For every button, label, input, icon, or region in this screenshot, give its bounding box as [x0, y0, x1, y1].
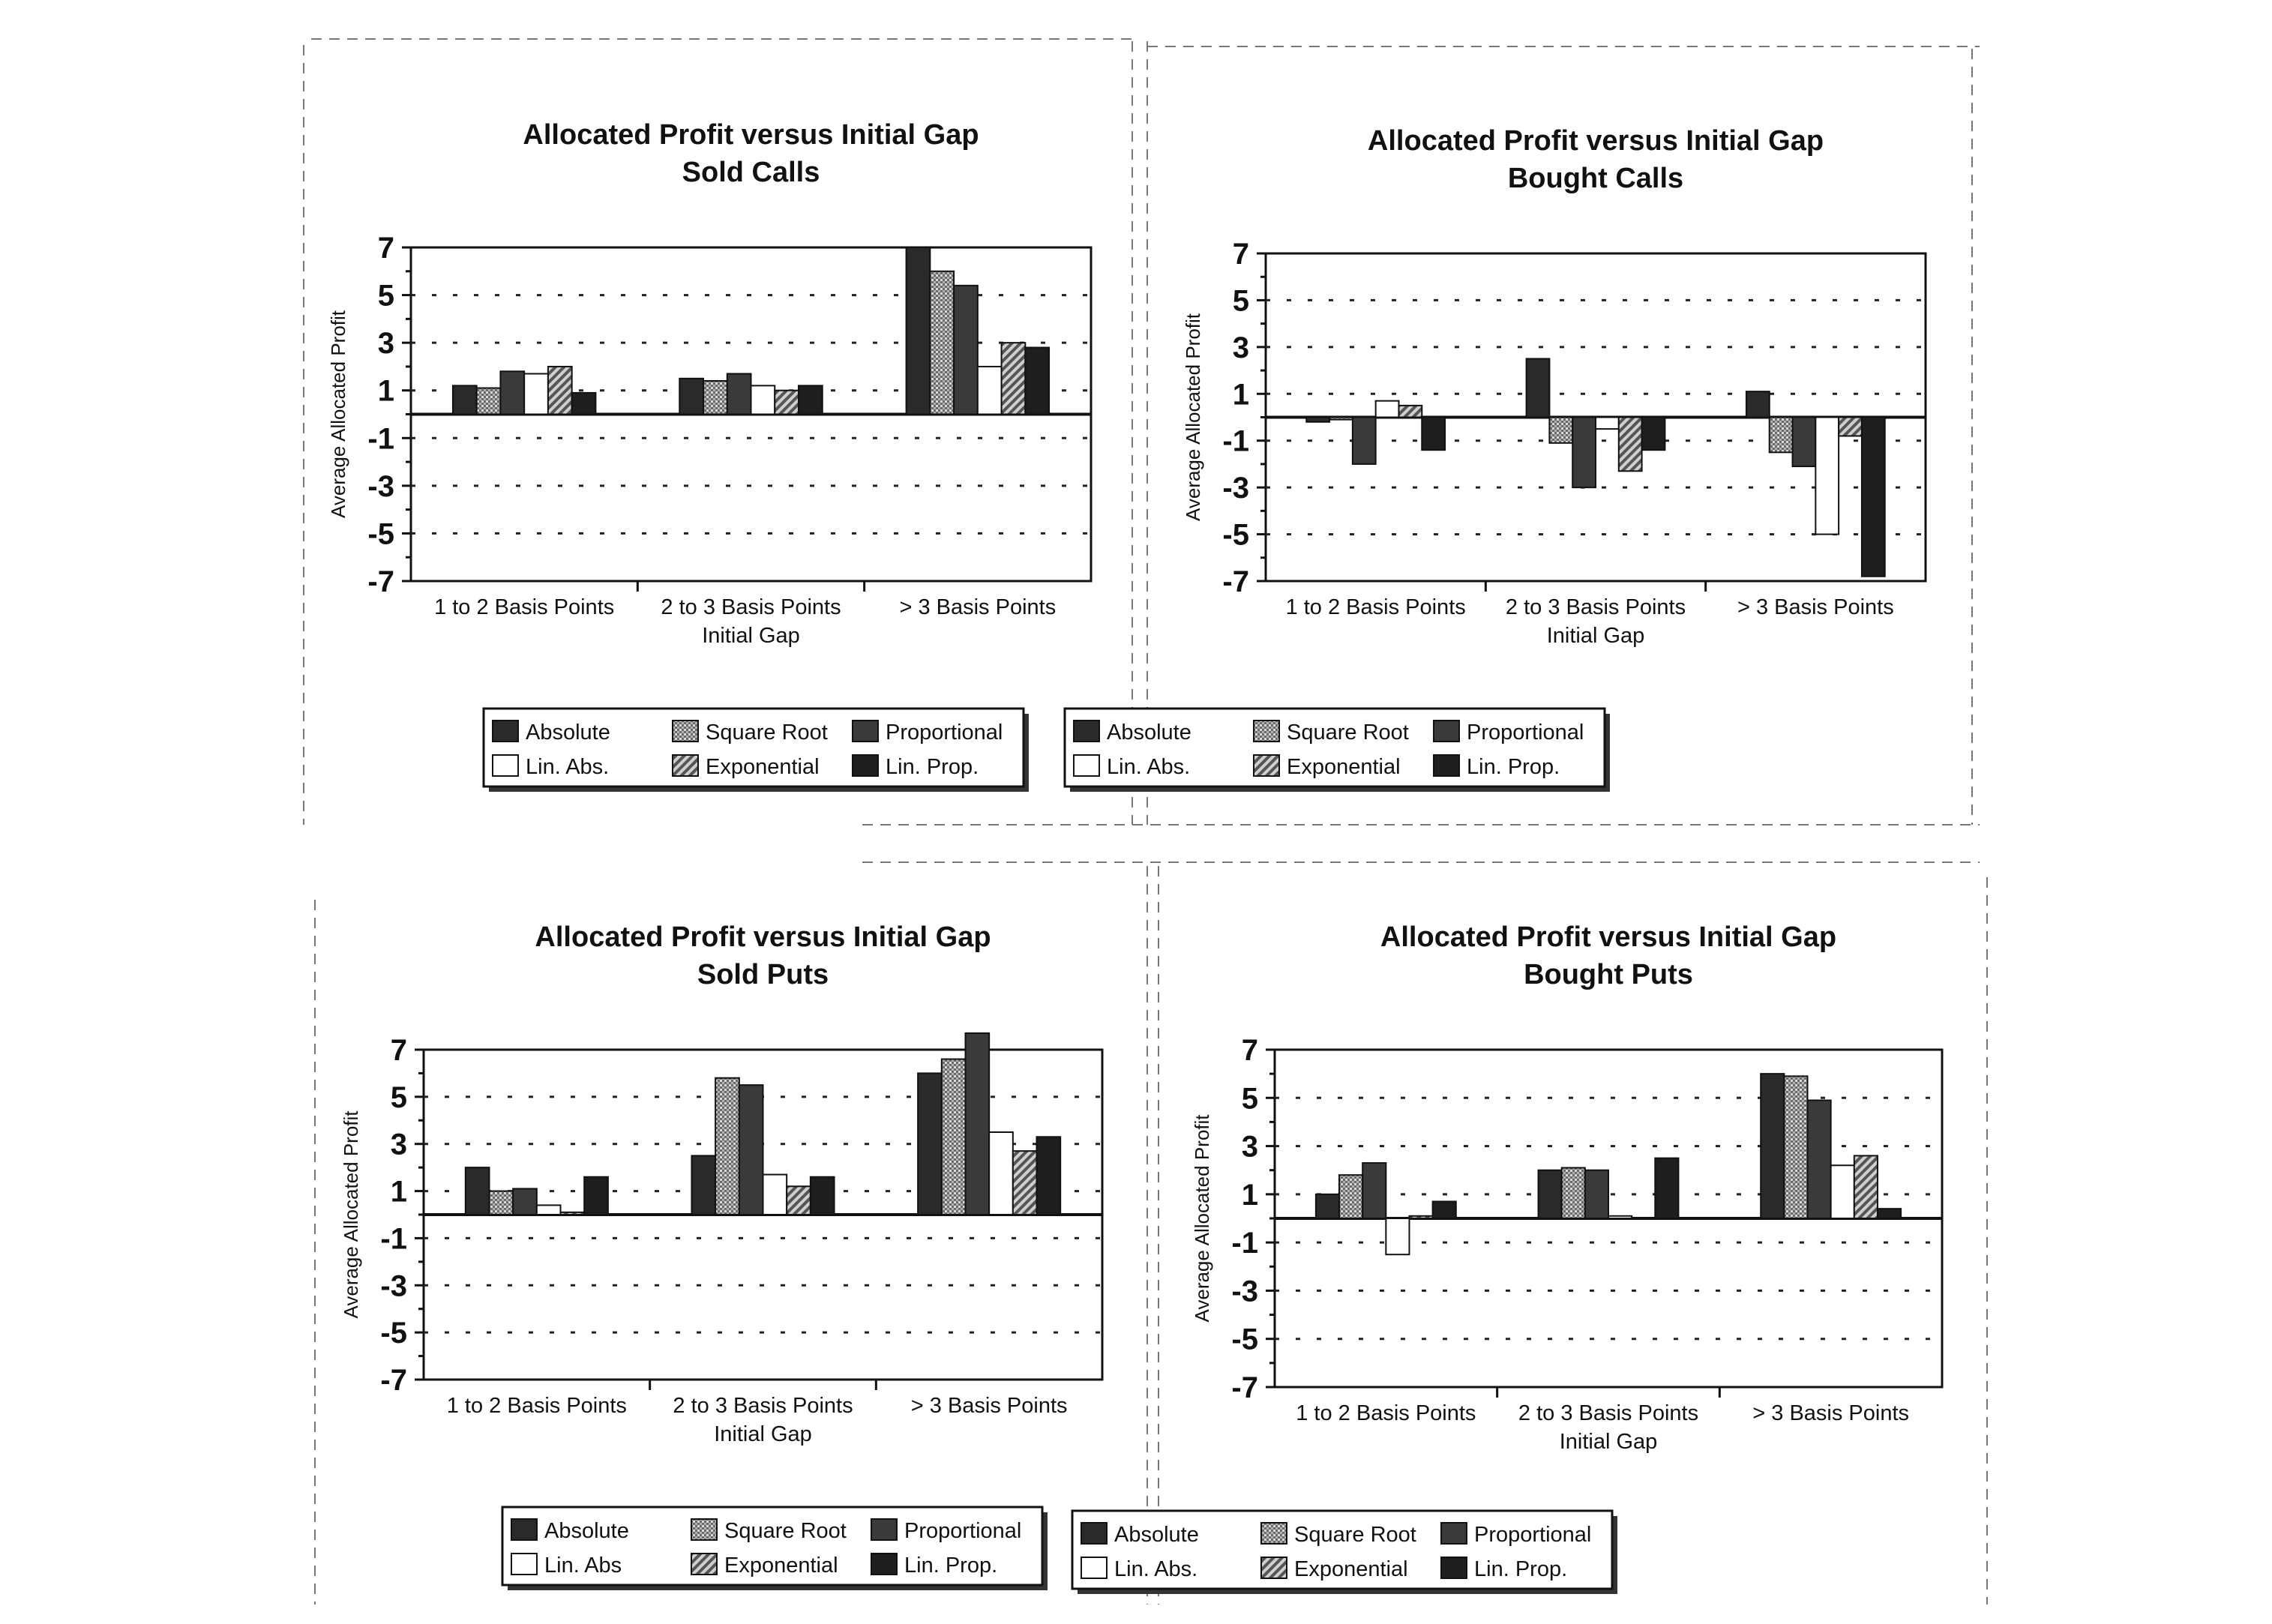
bar-exponential: [561, 1212, 585, 1215]
legend-swatch: [853, 755, 878, 776]
bar-proportional: [1585, 1170, 1608, 1218]
bar-proportional: [727, 373, 751, 414]
bar-exponential: [1409, 1216, 1432, 1218]
x-tick-label: 1 to 2 Basis Points: [446, 1394, 627, 1418]
y-tick-label: -5: [380, 1317, 407, 1350]
bar-absolute: [1761, 1074, 1784, 1218]
y-tick-label: 5: [390, 1080, 407, 1114]
y-tick-label: -3: [380, 1269, 407, 1303]
legend-label: Lin. Abs.: [1107, 755, 1191, 779]
y-tick-label: 5: [1232, 284, 1249, 318]
bar-exponential: [1632, 1218, 1655, 1219]
bar-lin_prop: [1642, 418, 1665, 451]
bar-lin_prop: [1037, 1137, 1061, 1215]
legend-swatch: [1261, 1523, 1287, 1544]
y-tick-label: -3: [1222, 472, 1249, 505]
chart-panel-bought-puts: [1072, 921, 1942, 1594]
bar-proportional: [739, 1085, 763, 1215]
bar-lin_prop: [799, 385, 823, 414]
legend-label: Lin. Prop.: [886, 755, 979, 779]
chart-panel-bought-calls: [1065, 125, 1926, 792]
y-tick-label: 1: [377, 374, 394, 408]
legend-label: Square Root: [1294, 1523, 1416, 1547]
y-tick-label: 3: [377, 327, 394, 361]
y-tick-label: 3: [390, 1128, 407, 1161]
legend-swatch: [1441, 1523, 1467, 1544]
x-tick-label: > 3 Basis Points: [1737, 595, 1894, 619]
x-tick-label: 1 to 2 Basis Points: [1285, 595, 1466, 619]
bar-exponential: [1619, 418, 1642, 472]
bar-lin_abs: [751, 385, 775, 414]
chart-title: Allocated Profit versus Initial Gap: [1380, 921, 1837, 953]
bar-lin_prop: [572, 393, 596, 415]
legend-label: Proportional: [904, 1519, 1022, 1543]
legend-label: Exponential: [1294, 1557, 1408, 1581]
y-tick-label: -5: [1231, 1323, 1258, 1356]
legend-label: Exponential: [706, 755, 820, 779]
legend-swatch: [511, 1554, 537, 1575]
legend-label: Absolute: [544, 1519, 629, 1543]
bar-absolute: [453, 385, 477, 414]
bar-exponential: [775, 391, 799, 415]
bar-absolute: [918, 1073, 942, 1215]
y-tick-label: 5: [1241, 1082, 1258, 1116]
chart-subtitle: Bought Calls: [1507, 163, 1684, 194]
legend-label: Lin. Abs: [544, 1554, 622, 1578]
legend: [502, 1507, 1048, 1590]
chart-panel-sold-calls: [327, 119, 1091, 792]
chart-title: Allocated Profit versus Initial Gap: [523, 119, 979, 151]
legend-label: Lin. Abs.: [1114, 1557, 1198, 1581]
x-tick-label: 2 to 3 Basis Points: [1518, 1401, 1699, 1425]
bar-square_root: [930, 271, 954, 415]
bar-lin_prop: [1422, 418, 1445, 451]
x-tick-label: 2 to 3 Basis Points: [673, 1394, 853, 1418]
legend-swatch: [1074, 755, 1099, 776]
bar-square_root: [1329, 418, 1353, 420]
bar-absolute: [1306, 418, 1329, 422]
legend-label: Proportional: [1467, 721, 1584, 745]
legend-label: Absolute: [1114, 1523, 1199, 1547]
y-tick-label: 3: [1241, 1130, 1258, 1164]
bar-proportional: [954, 286, 978, 415]
legend-swatch: [1081, 1557, 1107, 1578]
bar-lin_abs: [989, 1132, 1013, 1215]
y-tick-label: 7: [390, 1034, 407, 1067]
legend-swatch: [673, 721, 698, 742]
y-tick-label: -3: [1231, 1275, 1258, 1308]
bar-proportional: [513, 1188, 537, 1215]
x-axis-label: Initial Gap: [1546, 624, 1645, 648]
y-tick-label: -1: [1231, 1227, 1258, 1260]
y-tick-label: 1: [390, 1175, 407, 1209]
bar-lin_abs: [1831, 1165, 1854, 1218]
bar-square_root: [1562, 1168, 1585, 1219]
y-tick-label: -1: [367, 422, 394, 456]
y-tick-label: -5: [1222, 518, 1249, 552]
bar-square_root: [1549, 418, 1572, 443]
bar-absolute: [1316, 1194, 1339, 1218]
bar-square_root: [489, 1191, 513, 1215]
y-tick-label: -7: [380, 1364, 407, 1397]
legend-label: Square Root: [1287, 721, 1409, 745]
legend-label: Absolute: [526, 721, 610, 745]
bar-lin_abs: [1376, 401, 1399, 418]
y-tick-label: 1: [1241, 1178, 1258, 1212]
bar-lin_prop: [1433, 1202, 1456, 1219]
y-axis-label: Average Allocated Profit: [340, 1110, 362, 1319]
legend-swatch: [691, 1554, 717, 1575]
legend-label: Proportional: [886, 721, 1003, 745]
y-tick-label: -7: [1222, 565, 1249, 598]
bar-lin_abs: [1596, 418, 1619, 430]
bar-lin_abs: [524, 373, 548, 414]
bar-exponential: [1854, 1155, 1878, 1218]
bar-square_root: [703, 381, 727, 415]
legend-swatch: [1254, 721, 1279, 742]
legend-swatch: [1254, 755, 1279, 776]
legend-label: Absolute: [1107, 721, 1191, 745]
bar-square_root: [1770, 418, 1793, 453]
x-tick-label: 2 to 3 Basis Points: [1505, 595, 1686, 619]
legend-swatch: [1434, 755, 1459, 776]
bar-square_root: [1784, 1076, 1807, 1218]
legend-label: Square Root: [724, 1519, 847, 1543]
y-tick-label: -7: [1231, 1371, 1258, 1404]
bar-exponential: [1839, 418, 1862, 436]
bar-square_root: [477, 388, 501, 415]
bar-lin_prop: [584, 1177, 608, 1215]
legend-swatch: [493, 755, 518, 776]
legend-swatch: [853, 721, 878, 742]
bar-proportional: [1353, 418, 1376, 464]
bar-proportional: [1808, 1101, 1831, 1219]
legend: [1065, 709, 1610, 792]
bar-absolute: [466, 1167, 490, 1215]
y-tick-label: 1: [1232, 378, 1249, 412]
bar-proportional: [1572, 418, 1596, 488]
y-tick-label: -1: [1222, 424, 1249, 458]
bar-lin_abs: [763, 1175, 787, 1215]
y-tick-label: -5: [367, 517, 394, 551]
legend-label: Lin. Prop.: [904, 1554, 998, 1578]
bar-proportional: [965, 1033, 989, 1215]
x-axis-label: Initial Gap: [702, 624, 800, 648]
bar-absolute: [1746, 391, 1770, 417]
legend: [484, 709, 1029, 792]
legend-label: Square Root: [706, 721, 828, 745]
y-tick-label: 7: [1232, 238, 1249, 271]
legend-label: Lin. Prop.: [1474, 1557, 1568, 1581]
bar-square_root: [1339, 1175, 1362, 1218]
y-tick-label: -1: [380, 1222, 407, 1256]
bar-exponential: [548, 367, 572, 415]
legend-label: Exponential: [724, 1554, 838, 1578]
chart-title: Allocated Profit versus Initial Gap: [1367, 125, 1824, 157]
legend: [1072, 1511, 1617, 1594]
y-tick-label: 3: [1232, 331, 1249, 364]
bar-lin_abs: [1608, 1216, 1632, 1218]
bar-lin_abs: [1386, 1218, 1409, 1254]
legend-swatch: [1441, 1557, 1467, 1578]
bar-proportional: [1362, 1163, 1386, 1218]
y-tick-label: 7: [377, 232, 394, 265]
x-tick-label: 1 to 2 Basis Points: [1296, 1401, 1476, 1425]
legend-label: Lin. Prop.: [1467, 755, 1560, 779]
x-axis-label: Initial Gap: [714, 1422, 812, 1446]
bar-lin_prop: [1655, 1158, 1678, 1218]
legend-swatch: [691, 1519, 717, 1540]
bar-square_root: [942, 1059, 966, 1215]
bar-lin_prop: [811, 1177, 835, 1215]
legend-swatch: [871, 1519, 897, 1540]
chart-subtitle: Sold Puts: [697, 959, 829, 990]
bar-exponential: [787, 1186, 811, 1215]
chart-title: Allocated Profit versus Initial Gap: [535, 921, 991, 953]
x-tick-label: 2 to 3 Basis Points: [661, 595, 841, 619]
bar-absolute: [907, 247, 931, 415]
bar-proportional: [500, 371, 524, 414]
bar-proportional: [1793, 418, 1816, 467]
x-axis-label: Initial Gap: [1559, 1430, 1658, 1454]
legend-swatch: [1261, 1557, 1287, 1578]
bar-lin_abs: [978, 367, 1002, 415]
x-tick-label: > 3 Basis Points: [1752, 1401, 1910, 1425]
bar-absolute: [679, 379, 703, 415]
legend-label: Proportional: [1474, 1523, 1592, 1547]
bar-lin_abs: [1815, 418, 1839, 535]
y-tick-label: 5: [377, 279, 394, 313]
bar-lin_prop: [1862, 418, 1885, 577]
chart-panel-sold-puts: [340, 921, 1102, 1590]
y-axis-label: Average Allocated Profit: [1191, 1114, 1213, 1323]
legend-swatch: [871, 1554, 897, 1575]
y-tick-label: -7: [367, 565, 394, 598]
legend-swatch: [1074, 721, 1099, 742]
legend-swatch: [673, 755, 698, 776]
bar-exponential: [1013, 1151, 1037, 1215]
legend-swatch: [1434, 721, 1459, 742]
y-tick-label: -3: [367, 469, 394, 503]
bar-lin_prop: [1025, 348, 1049, 415]
legend-label: Exponential: [1287, 755, 1401, 779]
x-tick-label: > 3 Basis Points: [910, 1394, 1068, 1418]
x-tick-label: > 3 Basis Points: [899, 595, 1057, 619]
legend-swatch: [1081, 1523, 1107, 1544]
bar-lin_abs: [537, 1205, 561, 1215]
y-axis-label: Average Allocated Profit: [1182, 313, 1204, 522]
y-axis-label: Average Allocated Profit: [327, 310, 349, 519]
bar-exponential: [1002, 343, 1026, 414]
x-tick-label: 1 to 2 Basis Points: [434, 595, 615, 619]
bar-exponential: [1398, 406, 1422, 418]
legend-swatch: [493, 721, 518, 742]
bar-absolute: [1527, 358, 1550, 417]
bar-lin_prop: [1878, 1209, 1901, 1218]
legend-label: Lin. Abs.: [526, 755, 610, 779]
legend-swatch: [511, 1519, 537, 1540]
bar-absolute: [691, 1155, 715, 1215]
bar-square_root: [715, 1078, 739, 1215]
chart-subtitle: Bought Puts: [1524, 959, 1693, 990]
chart-subtitle: Sold Calls: [682, 157, 820, 188]
y-tick-label: 7: [1241, 1034, 1258, 1067]
bar-absolute: [1539, 1170, 1562, 1218]
